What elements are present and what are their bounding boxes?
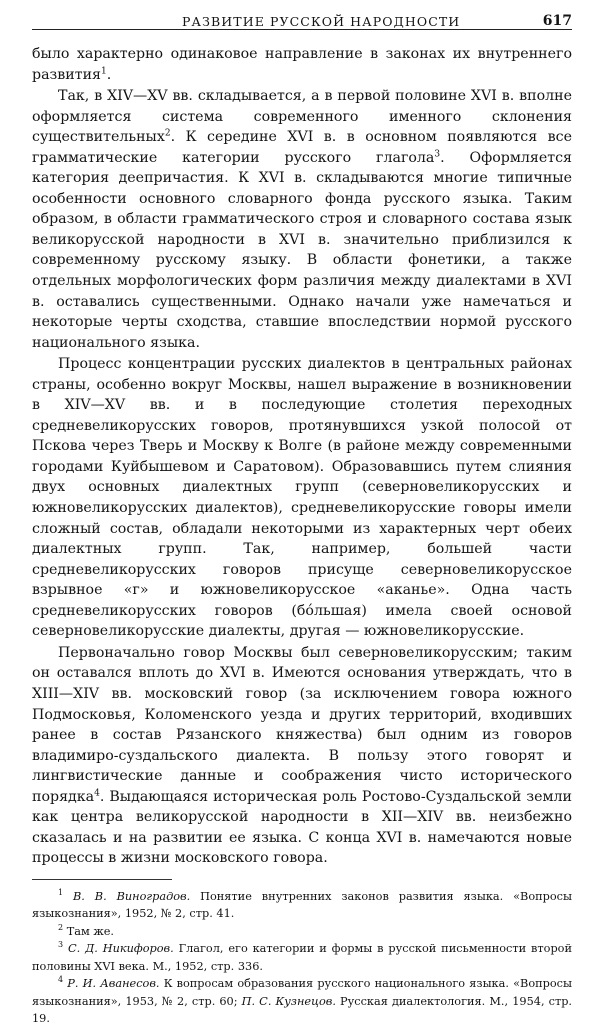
footnote-ref-3: 3 — [434, 149, 441, 159]
paragraph-4: Первоначально говор Москвы был северновеликорусским; таким он оставался вплоть до XVI в. Имеются основания утверждать, что в XIII—XIV вв. московский говор (за исключением говора южного Подмосковья, Коломенского уезда и других территорий, входивших ранее в состав Рязанского княжества) был одним из говоров владимиро-суздальского диалекта. В пользу этого говорят и лингвистические данные и соображения чисто исторического порядка$^4$. Выдающаяся историческая роль Ростово-Суздальской земли как центра великорусской народности в XII—XIV вв. неизбежно сказалась и на развитии ее языка. С конца XVI в. намечаются новые процессы в жизни московского говора. — [32, 644, 572, 867]
footnote-2: $^2$ Там же. — [58, 923, 115, 938]
paragraph-1: было характерно одинаковое направление в законах их внутреннего развития$^1$. — [32, 46, 572, 83]
footnote-ref-1: 1 — [100, 65, 107, 76]
running-head: РАЗВИТИЕ РУССКОЙ НАРОДНОСТИ — [182, 14, 461, 29]
paragraph-3: Процесс концентрации русских диалектов в центральных районах страны, особенно вокруг Москвы, нашел выражение в возникновении в XIV—XV вв. и в последующие столетия переходных средневеликорусских говоров, протянувшихся узкой полосой от Пскова через Тверь и Москву к Волге (в районе между современными городами Куйбышевом и Саратовом). Образовавшись путем слияния двух основных диалектных групп (северновеликорусских и южновеликорусских диалектов), средневеликорусские говоры имели сложный состав, обладали некоторыми из характерных черт обеих диалектных групп. Так, например, большей части средневеликорусских говоров присуще северновеликорусское взрывное «г» и южновеликорусское «аканье». Одна часть средневеликорусских говоров (бóльшая) имела своей основой северновеликорусские диалекты, другая — южновеликорусские. — [32, 356, 572, 640]
footnote-1: $^1$ В. В. Виноградов. Понятие внутренних законов развития языка. «Вопросы языкознания», 1952, № 2, стр. 41. — [32, 888, 573, 921]
footnote-ref-4: 4 — [94, 787, 100, 798]
page-header — [32, 0, 572, 30]
footnotes — [32, 888, 572, 1028]
footnote-4: $^4$ Р. И. Аванесов. К вопросам образования русского национального языка. «Вопросы языкознания», 1953, № 2, стр. 60; П. С. Кузнецов. Русская диалектология. М., 1954, стр. 19. — [32, 975, 573, 1026]
footnote-divider — [32, 879, 172, 880]
footnote-3: $^3$ С. Д. Никифоров. Глагол, его категории и формы в русской письменности второй половины XVI века. М., 1952, стр. 336. — [32, 940, 573, 973]
footnote-ref-2: 2 — [164, 128, 171, 139]
main-text — [32, 44, 572, 869]
paragraph-2: Так, в XIV—XV вв. складывается, а в первой половине XVI в. вполне оформляется система современного именного склонения существительных$^2$. К середине XVI в. в основном появляются все грамматические категории русского глагола$^3$. Оформляется категория деепричастия. К XVI в. складываются многие типичные особенности основного словарного фонда русского языка. Таким образом, в области грамматического строя и словарного состава язык великорусской народности в XVI в. значительно приблизился к современному русскому языку. В области фонетики, а также отдельных морфологических форм различия между диалектами в XVI в. оставались существенными. Однако начали уже намечаться и некоторые черты сходства, ставшие впоследствии нормой русского национального языка. — [32, 88, 572, 351]
page-number: 617 — [542, 13, 572, 29]
